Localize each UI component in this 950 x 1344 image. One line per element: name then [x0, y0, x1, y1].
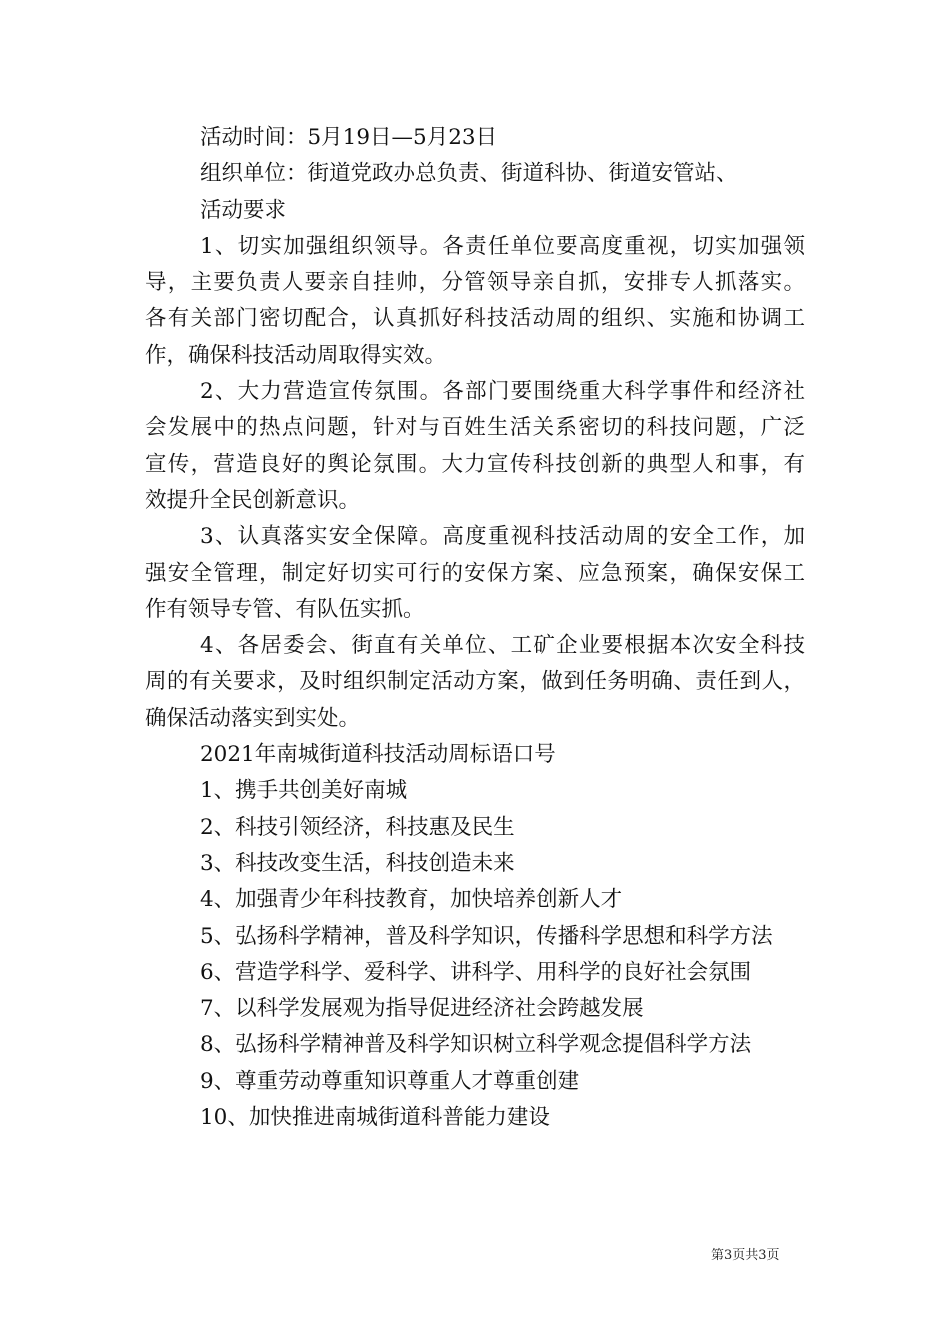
requirement-4 — [145, 628, 805, 737]
slogan-item: 8、弘扬科学精神普及科学知识树立科学观念提倡科学方法 — [200, 1032, 752, 1058]
page-number: 第3页共3页 — [711, 1248, 780, 1263]
slogan-item: 2、科技引领经济，科技惠及民生 — [200, 814, 515, 840]
paragraph-line: 各有关部门密切配合，认真抓好科技活动周的组织、实施和协调工 — [145, 306, 805, 332]
requirements-heading: 活动要求 — [200, 197, 287, 223]
paragraph-line: 3、认真落实安全保障。高度重视科技活动周的安全工作，加 — [200, 524, 805, 550]
slogan-item: 4、加强青少年科技教育，加快培养创新人才 — [200, 887, 623, 913]
slogan-item: 10、加快推进南城街道科普能力建设 — [200, 1105, 550, 1131]
paragraph-line: 周的有关要求，及时组织制定活动方案，做到任务明确、责任到人， — [145, 669, 805, 695]
paragraph-line: 导，主要负责人要亲自挂帅，分管领导亲自抓，安排专人抓落实。 — [145, 270, 805, 296]
slogan-list — [145, 773, 805, 1136]
paragraph-line: 会发展中的热点问题，针对与百姓生活关系密切的科技问题，广泛 — [145, 415, 805, 441]
paragraph-line: 效提升全民创新意识。 — [145, 487, 361, 513]
paragraph-line: 作，确保科技活动周取得实效。 — [145, 342, 447, 368]
paragraph-line: 4、各居委会、街直有关单位、工矿企业要根据本次安全科技 — [200, 633, 805, 659]
paragraph-line: 确保活动落实到实处。 — [145, 705, 361, 731]
paragraph-line: 1、切实加强组织领导。各责任单位要高度重视，切实加强领 — [200, 233, 805, 259]
document-body — [145, 120, 805, 1136]
requirement-3 — [145, 519, 805, 628]
paragraph-line: 作有领导专管、有队伍实抓。 — [145, 596, 425, 622]
slogan-item: 9、尊重劳动尊重知识尊重人才尊重创建 — [200, 1068, 580, 1094]
requirement-1 — [145, 229, 805, 374]
organizer: 组织单位：街道党政办总负责、街道科协、街道安管站、 — [200, 161, 738, 187]
slogan-item: 6、营造学科学、爱科学、讲科学、用科学的良好社会氛围 — [200, 959, 752, 985]
activity-time: 活动时间：5月19日—5月23日 — [200, 125, 498, 150]
slogan-item: 5、弘扬科学精神，普及科学知识，传播科学思想和科学方法 — [200, 923, 773, 949]
slogan-item: 7、以科学发展观为指导促进经济社会跨越发展 — [200, 996, 644, 1022]
paragraph-line: 2、大力营造宣传氛围。各部门要围绕重大科学事件和经济社 — [200, 379, 805, 405]
paragraph-line: 强安全管理，制定好切实可行的安保方案、应急预案，确保安保工 — [145, 560, 805, 586]
paragraph-line: 宣传，营造良好的舆论氛围。大力宣传科技创新的典型人和事，有 — [145, 451, 805, 477]
requirement-2 — [145, 374, 805, 519]
slogans-title: 2021年南城街道科技活动周标语口号 — [200, 742, 556, 768]
slogan-item: 3、科技改变生活，科技创造未来 — [200, 850, 515, 876]
slogan-item: 1、携手共创美好南城 — [200, 778, 408, 804]
